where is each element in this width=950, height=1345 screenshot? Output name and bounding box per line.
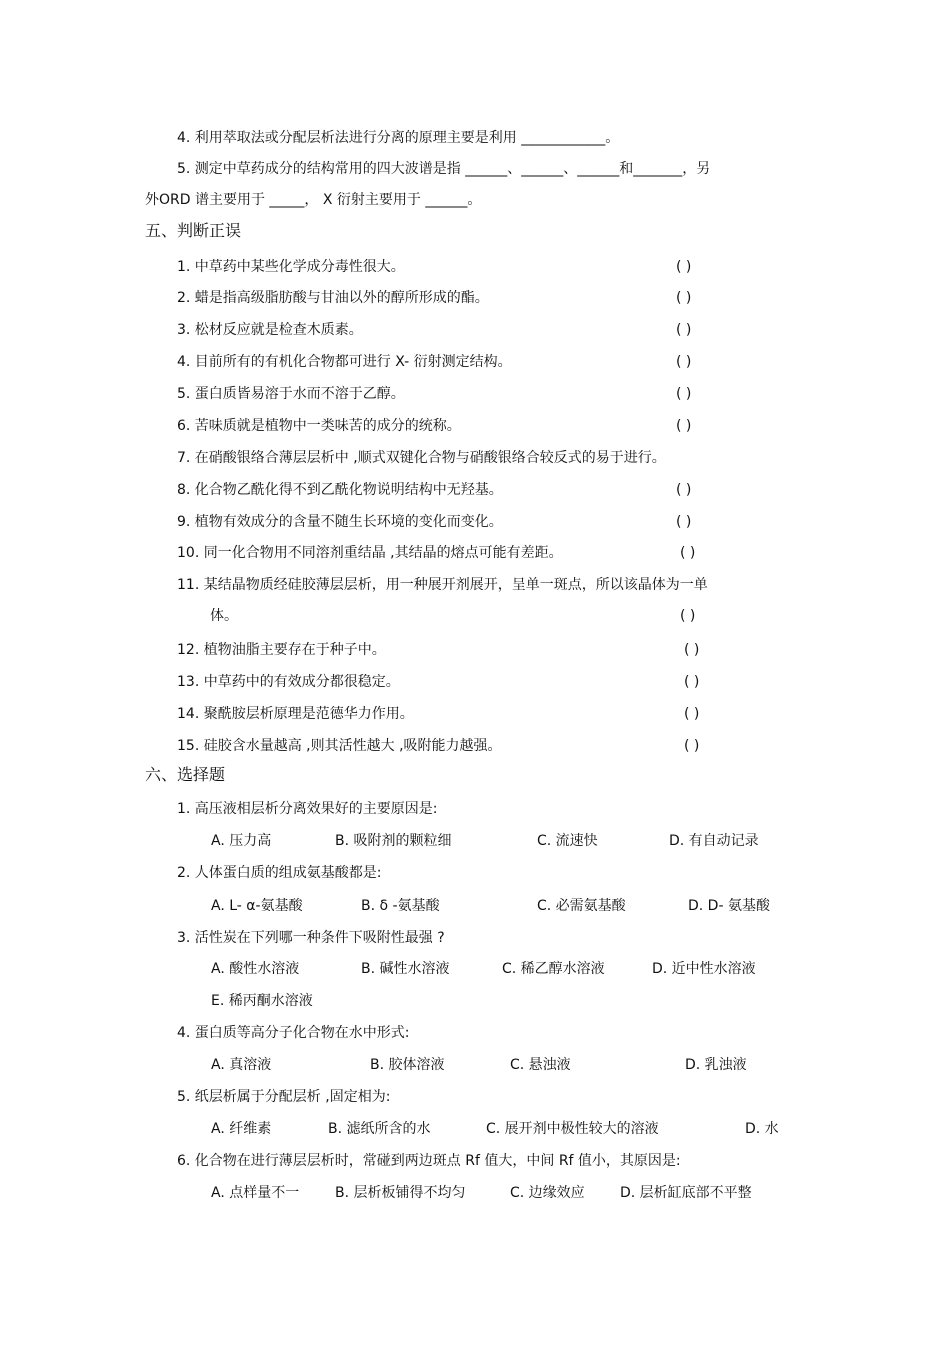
- choice-6-option-b: B. 层析板铺得不均匀: [335, 1185, 466, 1201]
- judge-item-13: 13. 中草药中的有效成分都很稳定。: [177, 674, 400, 690]
- judge-answer-paren-14: ( ): [684, 706, 700, 722]
- choice-1-option-c: C. 流速快: [537, 833, 598, 849]
- choice-2-option-a: A. L- α-氨基酸: [211, 898, 303, 914]
- section-5-heading: 五、判断正误: [145, 221, 242, 240]
- judge-item-2: 2. 蜡是指高级脂肪酸与甘油以外的醇所形成的酯。: [177, 290, 489, 306]
- fill-in-question-5-line2: 外ORD 谱主要用于 _____， X 衍射主要用于 ______。: [145, 192, 482, 208]
- choice-question-2: 2. 人体蛋白质的组成氨基酸都是:: [177, 865, 382, 881]
- judge-answer-paren-2: ( ): [676, 290, 692, 306]
- judge-item-3: 3. 松材反应就是检查木质素。: [177, 322, 363, 338]
- fill-in-question-5-line1: 5. 测定中草药成分的结构常用的四大波谱是指 ______、______、______和_______，另: [177, 161, 711, 177]
- choice-6-option-a: A. 点样量不一: [211, 1185, 300, 1201]
- choice-5-option-d: D. 水: [745, 1121, 779, 1137]
- choice-question-3: 3. 活性炭在下列哪一种条件下吸附性最强 ?: [177, 930, 445, 946]
- judge-item-4: 4. 目前所有的有机化合物都可进行 X- 衍射测定结构。: [177, 354, 512, 370]
- judge-answer-paren-1: ( ): [676, 259, 692, 275]
- judge-answer-paren-10: ( ): [680, 545, 696, 561]
- choice-6-option-c: C. 边缘效应: [510, 1185, 585, 1201]
- judge-item-11-line1: 11. 某结晶物质经硅胶薄层层析，用一种展开剂展开，呈单一斑点，所以该晶体为一单: [177, 577, 708, 593]
- choice-2-option-c: C. 必需氨基酸: [537, 898, 626, 914]
- judge-answer-paren-4: ( ): [676, 354, 692, 370]
- choice-3-option-c: C. 稀乙醇水溶液: [502, 961, 605, 977]
- judge-answer-paren-9: ( ): [676, 514, 692, 530]
- choice-2-option-d: D. D- 氨基酸: [688, 898, 770, 914]
- choice-4-option-d: D. 乳浊液: [685, 1057, 747, 1073]
- choice-1-option-b: B. 吸附剂的颗粒细: [335, 833, 452, 849]
- choice-2-option-b: B. δ -氨基酸: [361, 898, 440, 914]
- choice-question-6: 6. 化合物在进行薄层层析时，常碰到两边斑点 Rf 值大，中间 Rf 值小，其原因是:: [177, 1153, 681, 1169]
- judge-item-7: 7. 在硝酸银络合薄层层析中 ,顺式双键化合物与硝酸银络合较反式的易于进行。: [177, 450, 666, 466]
- judge-item-6: 6. 苦味质就是植物中一类味苦的成分的统称。: [177, 418, 461, 434]
- judge-answer-paren-8: ( ): [676, 482, 692, 498]
- section-6-heading: 六、选择题: [145, 765, 226, 784]
- choice-4-option-a: A. 真溶液: [211, 1057, 272, 1073]
- judge-item-14: 14. 聚酰胺层析原理是范德华力作用。: [177, 706, 414, 722]
- judge-answer-paren-3: ( ): [676, 322, 692, 338]
- choice-5-option-b: B. 滤纸所含的水: [328, 1121, 431, 1137]
- choice-question-5: 5. 纸层析属于分配层析 ,固定相为:: [177, 1089, 391, 1105]
- choice-question-1: 1. 高压液相层析分离效果好的主要原因是:: [177, 801, 438, 817]
- judge-item-15: 15. 硅胶含水量越高 ,则其活性越大 ,吸附能力越强。: [177, 738, 502, 754]
- judge-item-11-line2: 体。: [210, 608, 238, 624]
- judge-answer-paren-13: ( ): [684, 674, 700, 690]
- choice-1-option-a: A. 压力高: [211, 833, 272, 849]
- choice-6-option-d: D. 层析缸底部不平整: [620, 1185, 752, 1201]
- choice-1-option-d: D. 有自动记录: [669, 833, 759, 849]
- judge-answer-paren-11: ( ): [680, 608, 696, 624]
- judge-item-12: 12. 植物油脂主要存在于种子中。: [177, 642, 386, 658]
- judge-item-5: 5. 蛋白质皆易溶于水而不溶于乙醇。: [177, 386, 405, 402]
- judge-answer-paren-15: ( ): [684, 738, 700, 754]
- judge-item-10: 10. 同一化合物用不同溶剂重结晶 ,其结晶的熔点可能有差距。: [177, 545, 563, 561]
- judge-item-9: 9. 植物有效成分的含量不随生长环境的变化而变化。: [177, 514, 503, 530]
- judge-answer-paren-6: ( ): [676, 418, 692, 434]
- choice-question-4: 4. 蛋白质等高分子化合物在水中形式:: [177, 1025, 410, 1041]
- choice-4-option-b: B. 胶体溶液: [370, 1057, 445, 1073]
- choice-3-option-d: D. 近中性水溶液: [652, 961, 756, 977]
- choice-5-option-c: C. 展开剂中极性较大的溶液: [486, 1121, 659, 1137]
- fill-in-question-4: 4. 利用萃取法或分配层析法进行分离的原理主要是利用 ____________。: [177, 130, 620, 146]
- choice-4-option-c: C. 悬浊液: [510, 1057, 571, 1073]
- choice-3-option-a: A. 酸性水溶液: [211, 961, 300, 977]
- choice-5-option-a: A. 纤维素: [211, 1121, 272, 1137]
- judge-answer-paren-5: ( ): [676, 386, 692, 402]
- judge-item-1: 1. 中草药中某些化学成分毒性很大。: [177, 259, 405, 275]
- judge-item-8: 8. 化合物乙酰化得不到乙酰化物说明结构中无羟基。: [177, 482, 503, 498]
- judge-answer-paren-12: ( ): [684, 642, 700, 658]
- choice-3-option-b: B. 碱性水溶液: [361, 961, 450, 977]
- choice-3-option-e: E. 稀丙酮水溶液: [211, 993, 313, 1009]
